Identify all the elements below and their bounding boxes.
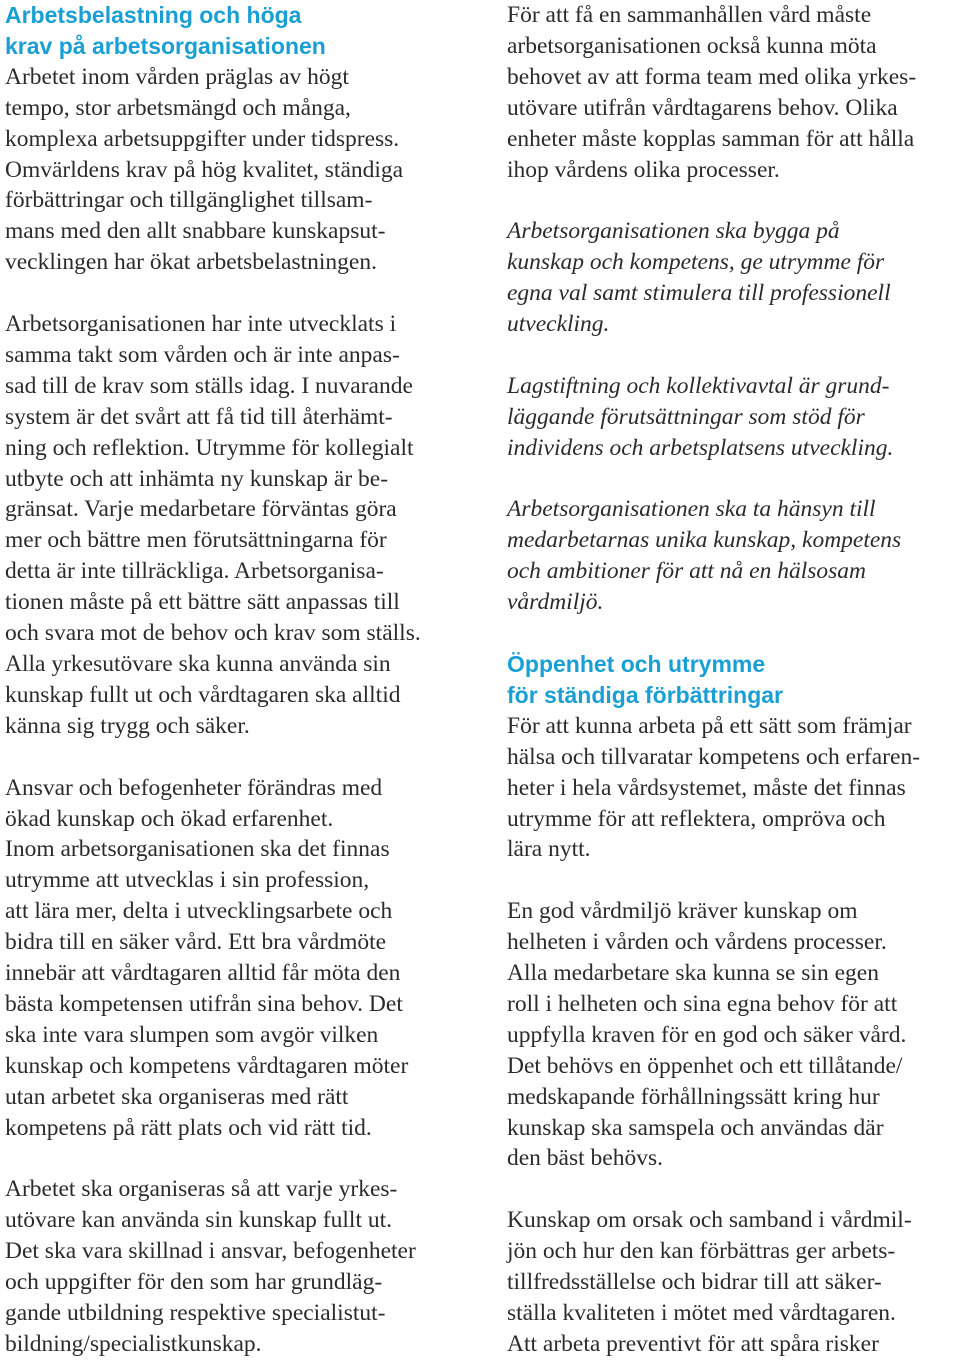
text-line: för ständiga förbättringar bbox=[507, 681, 784, 708]
text-line: hälsa och tillvaratar kompetens och erfaren- bbox=[507, 743, 921, 770]
text-line: och ambitioner för att nå en hälsosam bbox=[507, 558, 867, 585]
text-line: Alla yrkesutövare ska kunna använda sin bbox=[5, 651, 391, 678]
text-line: utövare utifrån vårdtagarens behov. Olika bbox=[507, 94, 898, 121]
text-line: utrymme för att reflektera, ompröva och bbox=[507, 805, 886, 832]
text-line: egna val samt stimulera till professionell bbox=[507, 280, 891, 307]
text-line: Det ska vara skillnad i ansvar, befogenheter bbox=[5, 1238, 416, 1265]
paragraph-workload-intro bbox=[5, 62, 470, 278]
text-line: enheter måste kopplas samman för att hålla bbox=[507, 125, 915, 152]
text-line: helheten i vården och vårdens processer. bbox=[507, 929, 887, 956]
paragraph-reflection bbox=[507, 711, 957, 866]
paragraph-cause-effect bbox=[507, 1205, 957, 1360]
text-line: tionen måste på ett bättre sätt anpassas till bbox=[5, 589, 400, 616]
text-line: komplexa arbetsuppgifter under tidspress. bbox=[5, 125, 400, 152]
text-line: Inom arbetsorganisationen ska det finnas bbox=[5, 836, 390, 863]
paragraph-cohesive-care bbox=[507, 0, 957, 185]
text-line: Att arbeta preventivt för att spåra risker bbox=[507, 1330, 879, 1357]
text-line: mans med den allt snabbare kunskapsut- bbox=[5, 218, 386, 245]
text-line: läggande förutsättningar som stöd för bbox=[507, 403, 865, 430]
italic-statement-knowledge bbox=[507, 216, 957, 340]
text-line: samma takt som vården och är inte anpas- bbox=[5, 341, 400, 368]
text-line: behovet av att forma team med olika yrkes- bbox=[507, 63, 917, 90]
text-line: kunskap fullt ut och vårdtagaren ska alltid bbox=[5, 681, 401, 708]
paragraph-responsibility bbox=[5, 773, 470, 1144]
text-line: För att få en sammanhållen vård måste bbox=[507, 2, 872, 28]
text-line: Arbetet ska organiseras så att varje yrkes- bbox=[5, 1176, 398, 1203]
text-line: vårdmiljö. bbox=[507, 589, 604, 616]
text-line: gränsat. Varje medarbetare förväntas göra bbox=[5, 496, 397, 523]
italic-statement-legislation bbox=[507, 371, 957, 464]
text-line: lära nytt. bbox=[507, 836, 591, 863]
text-line: uppfylla kraven för en god och säker vård. bbox=[507, 1021, 907, 1048]
text-line: Arbetsbelastning och höga bbox=[5, 2, 302, 28]
text-line: Alla medarbetare ska kunna se sin egen bbox=[507, 960, 879, 987]
text-line: ökad kunskap och ökad erfarenhet. bbox=[5, 805, 334, 832]
text-line: Arbetsorganisationen har inte utvecklats i bbox=[5, 311, 397, 338]
text-line: tempo, stor arbetsmängd och många, bbox=[5, 94, 351, 121]
text-line: Arbetet inom vården präglas av högt bbox=[5, 63, 349, 90]
text-line: tillfredsställelse och bidrar till att säker- bbox=[507, 1269, 882, 1296]
text-line: bidra till en säker vård. Ett bra vårdmöte bbox=[5, 929, 387, 956]
text-line: förbättringar och tillgänglighet tillsam- bbox=[5, 187, 373, 214]
text-line: vecklingen har ökat arbetsbelastningen. bbox=[5, 249, 377, 276]
text-line: Öppenhet och utrymme bbox=[507, 650, 766, 677]
text-line: Lagstiftning och kollektivavtal är grund- bbox=[507, 372, 890, 399]
text-line: Omvärldens krav på hög kvalitet, ständiga bbox=[5, 156, 404, 183]
text-line: kompetens på rätt plats och vid rätt tid. bbox=[5, 1114, 372, 1141]
text-line: utrymme att utvecklas i sin profession, bbox=[5, 867, 370, 894]
text-line: kunskap ska samspela och användas där bbox=[507, 1114, 884, 1141]
paragraph-care-environment bbox=[507, 896, 957, 1174]
text-line: krav på arbetsorganisationen bbox=[5, 32, 326, 59]
text-line: medarbetarnas unika kunskap, kompetens bbox=[507, 527, 902, 554]
text-line: utbyte och att inhämta ny kunskap är be- bbox=[5, 465, 389, 492]
text-line: bildning/specialistkunskap. bbox=[5, 1330, 262, 1357]
text-line: heter i hela vårdsystemet, måste det finnas bbox=[507, 774, 906, 801]
text-line: utveckling. bbox=[507, 311, 610, 338]
text-line: den bäst behövs. bbox=[507, 1145, 663, 1172]
text-line: ställa kvaliteten i mötet med vårdtagaren. bbox=[507, 1299, 896, 1326]
text-line: utövare kan använda sin kunskap fullt ut. bbox=[5, 1207, 393, 1234]
text-line: känna sig trygg och säker. bbox=[5, 712, 250, 739]
paragraph-organisation bbox=[5, 309, 470, 742]
text-line: En god vårdmiljö kräver kunskap om bbox=[507, 898, 858, 925]
section-heading-openness bbox=[507, 649, 957, 711]
section-heading-workload bbox=[5, 0, 470, 62]
text-line: sad till de krav som ställs idag. I nuvarande bbox=[5, 372, 413, 399]
text-line: mer och bättre men förutsättningarna för bbox=[5, 527, 387, 554]
text-line: ning och reflektion. Utrymme för kollegialt bbox=[5, 434, 414, 461]
text-line: Ansvar och befogenheter förändras med bbox=[5, 774, 383, 801]
text-line: medskapande förhållningssätt kring hur bbox=[507, 1083, 880, 1110]
text-line: att lära mer, delta i utvecklingsarbete och bbox=[5, 898, 393, 925]
text-line: och svara mot de behov och krav som ställs. bbox=[5, 620, 421, 647]
text-line: individens och arbetsplatsens utveckling. bbox=[507, 434, 894, 461]
text-line: kunskap och kompetens vårdtagaren möter bbox=[5, 1052, 409, 1079]
text-line: och uppgifter för den som har grundläg- bbox=[5, 1269, 383, 1296]
text-line: utan arbetet ska organiseras med rätt bbox=[5, 1083, 349, 1110]
italic-statement-competence bbox=[507, 494, 957, 618]
text-line: detta är inte tillräckliga. Arbetsorganisa- bbox=[5, 558, 384, 585]
text-line: Arbetsorganisationen ska ta hänsyn till bbox=[507, 496, 876, 523]
text-line: Det behövs en öppenhet och ett tillåtande/ bbox=[507, 1052, 903, 1079]
text-line: arbetsorganisationen också kunna möta bbox=[507, 32, 877, 59]
text-line: gande utbildning respektive specialistut- bbox=[5, 1300, 386, 1327]
text-line: jön och hur den kan förbättras ger arbets- bbox=[507, 1238, 896, 1265]
text-line: ihop vårdens olika processer. bbox=[507, 156, 780, 183]
text-line: system är det svårt att få tid till återhämt- bbox=[5, 403, 393, 430]
left-column bbox=[5, 0, 470, 1360]
text-line: Kunskap om orsak och samband i vårdmil- bbox=[507, 1207, 912, 1234]
text-line: ska inte vara slumpen som avgör vilken bbox=[5, 1021, 379, 1048]
text-line: roll i helheten och sina egna behov för att bbox=[507, 990, 898, 1017]
text-line: kunskap och kompetens, ge utrymme för bbox=[507, 249, 885, 276]
text-line: Arbetsorganisationen ska bygga på bbox=[507, 218, 840, 245]
text-line: bästa kompetensen utifrån sina behov. Det bbox=[5, 990, 403, 1017]
paragraph-organising-work bbox=[5, 1174, 470, 1359]
text-line: För att kunna arbeta på ett sätt som främjar bbox=[507, 712, 912, 739]
text-line: innebär att vårdtagaren alltid får möta den bbox=[5, 960, 401, 987]
right-column bbox=[507, 0, 957, 1360]
